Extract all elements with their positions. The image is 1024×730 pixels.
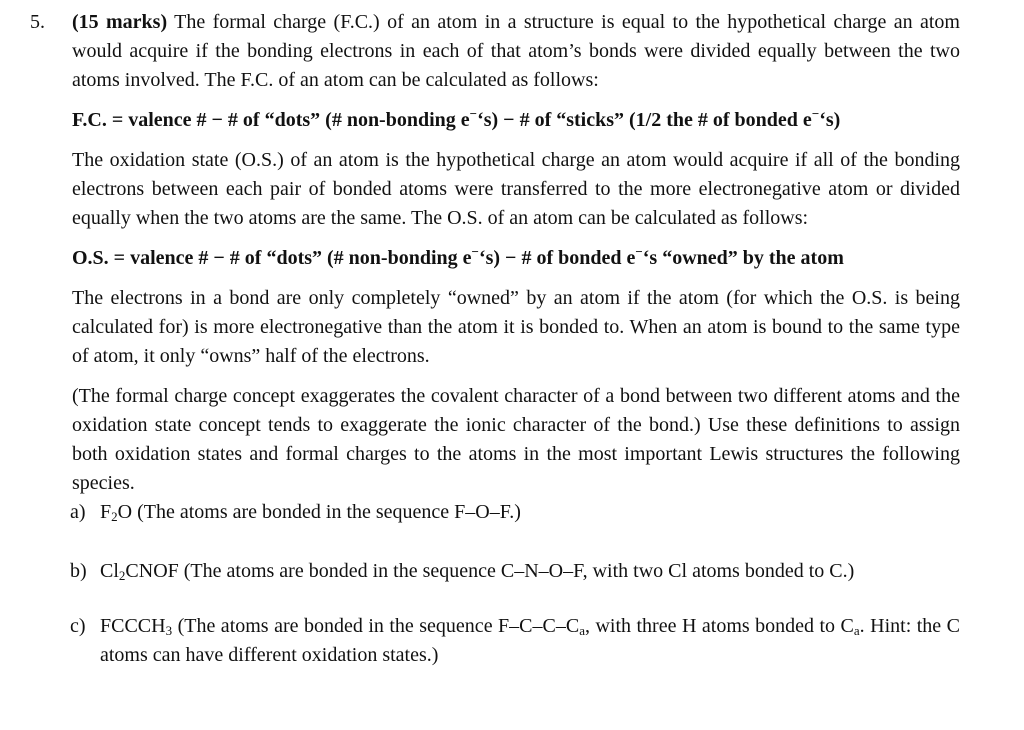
formal-charge-intro xyxy=(72,8,960,95)
question-body xyxy=(72,8,960,670)
intro-text: The formal charge (F.C.) of an atom in a structure is equal to the hypothetical charge an atom would acquire if the bonding electrons in each of that atom’s bonds were divided equally between the two atoms involved. The F.C. of an atom can be calculated as follows: xyxy=(72,11,960,91)
part-a-text: (The atoms are bonded in the sequence F–O–F.) xyxy=(132,501,521,523)
question-parts xyxy=(72,498,960,670)
part-a-label: a) xyxy=(70,501,86,523)
part-b-formula: $Cl_2CNOF$ xyxy=(100,560,179,583)
instructions-text: (The formal charge concept exaggerates the covalent character of a bond between two different atoms and the oxidation state concept tends to exaggerate the ionic character of the bond.) Use these definitions to assign both oxidation states and formal charges to the atoms in the most important Lewis structures the following species. xyxy=(72,385,960,494)
fc-formula-suffix: ‘s) xyxy=(819,109,841,131)
part-c-label: c) xyxy=(70,615,86,637)
part-b xyxy=(42,557,960,586)
part-a-formula: $F_2O$ xyxy=(100,501,133,524)
os-formula-mid: ‘s) − # of bonded e xyxy=(478,247,636,269)
fc-formula-sup2: − xyxy=(811,106,820,121)
part-c-formula: $FCCCH_3$ xyxy=(100,615,173,638)
formal-charge-formula xyxy=(72,106,960,135)
os-formula-sup2: − xyxy=(635,244,643,259)
fc-formula-prefix: F.C. = valence # − # of “dots” (# non-bonding e xyxy=(72,109,470,131)
part-a xyxy=(42,498,960,527)
os-formula-prefix: O.S. = valence # − # of “dots” (# non-bonding e xyxy=(72,247,472,269)
oxidation-state-formula xyxy=(72,244,960,273)
fc-formula-sup1: − xyxy=(469,106,478,121)
part-b-text: (The atoms are bonded in the sequence C–N–O–F, with two Cl atoms bonded to C.) xyxy=(178,560,855,582)
electron-ownership-text: The electrons in a bond are only completely “owned” by an atom if the atom (for which the O.S. is being calculated for) is more electronegative than the atom it is bonded to. When an atom is bound to the same type of atom, it only “owns” half of the electrons. xyxy=(72,287,960,367)
os-formula-suffix: ‘s “owned” by the atom xyxy=(642,247,844,269)
os-formula-sup1: − xyxy=(471,244,479,259)
part-b-label: b) xyxy=(70,560,87,582)
part-c xyxy=(42,612,960,670)
part-c-text: (The atoms are bonded in the sequence $F-C-C-C_a$, with three H atoms bonded to $C_a$. Hint: the C atoms can have different oxidation states.) xyxy=(100,615,960,666)
fc-formula-mid: ‘s) − # of “sticks” (1/2 the # of bonded e xyxy=(477,109,812,131)
oxidation-state-intro: The oxidation state (O.S.) of an atom is the hypothetical charge an atom would acquire if all of the bonding electrons between each pair of bonded atoms were transferred to the more electronegative atom or divided equally when the two atoms are the same. The O.S. of an atom can be calculated as follows: xyxy=(72,149,960,229)
question-number: 5. xyxy=(30,11,45,33)
marks-label: (15 marks) xyxy=(72,11,168,33)
